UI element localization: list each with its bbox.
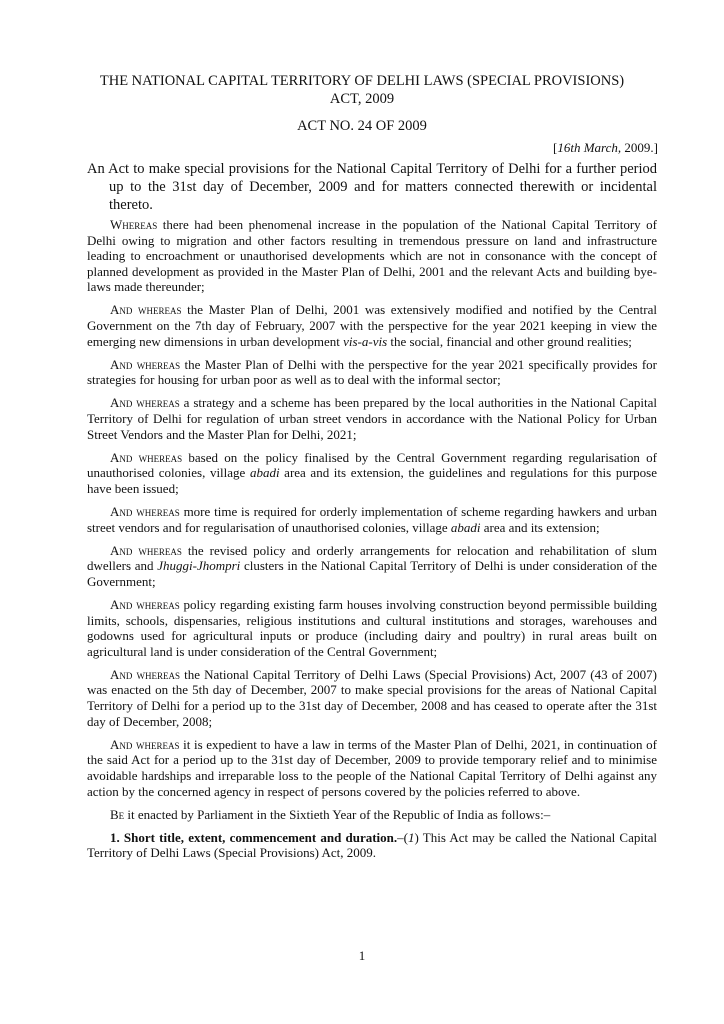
preamble-paragraph: And whereas the revised policy and orderly arrangements for relocation and rehabilitation of slum dwellers and Jhuggi-Jhompri clusters in the National Capital Territory of Delhi is under consideration of the Government; xyxy=(87,542,657,589)
section-1: 1. Short title, extent, commencement and duration.–(1) This Act may be called the National Capital Territory of Delhi Laws (Special Provisions) Act, 2009. xyxy=(87,829,657,861)
enactment-date-day: 16th March, xyxy=(557,140,622,155)
preamble-paragraph: And whereas the Master Plan of Delhi, 2001 was extensively modified and notified by the Central Government on the 7th day of February, 2007 with the perspective for the year 2021 keeping in view the emerging new dimensions in urban development vis-a-vis the social, financial and other ground realities; xyxy=(87,302,657,349)
preamble-paragraph: And whereas the Master Plan of Delhi with the perspective for the year 2021 specifically provides for strategies for housing for urban poor as well as to deal with the informal sector; xyxy=(87,356,658,388)
preamble-paragraph: And whereas it is expedient to have a law in terms of the Master Plan of Delhi, 2021, in continuation of the said Act for a period up to the 31st day of December, 2009 to provide temporary relief and to minimise avoidable hardships and irreparable loss to the people of the National Capital Territory of Delhi against any action by the concerned agency in respect of persons covered by the policies referred to above. xyxy=(87,736,657,799)
preamble-paragraph: And whereas policy regarding existing farm houses involving construction beyond permissible building limits, schools, dispensaries, religious institutions and cultural institutions and storages, warehouses and godowns used for agricultural inputs or produce (including dairy and poultry) in rural areas built on agricultural land is under consideration of the Central Government; xyxy=(87,596,657,659)
act-title-line2: ACT, 2009 xyxy=(329,91,395,107)
page-number: 1 xyxy=(358,948,366,963)
enactment-date: [16th March, 2009.] xyxy=(553,140,658,155)
preamble xyxy=(87,217,657,868)
act-title xyxy=(60,72,664,108)
enacting-clause: Be it enacted by Parliament in the Sixtieth Year of the Republic of India as follows:– xyxy=(110,806,551,822)
preamble-paragraph: And whereas a strategy and a scheme has been prepared by the local authorities in the National Capital Territory of Delhi for regulation of urban street vendors in accordance with the National Policy for Urban Street Vendors and the Master Plan for Delhi, 2021; xyxy=(87,395,658,442)
preamble-paragraph: And whereas more time is required for orderly implementation of scheme regarding hawkers and urban street vendors and for regularisation of unauthorised colonies, village abadi area and its extension; xyxy=(87,504,657,535)
preamble-paragraph: And whereas based on the policy finalised by the Central Government regarding regularisation of unauthorised colonies, village abadi area and its extension, the guidelines and regulations for this purpose have been issued; xyxy=(87,449,657,496)
section-1-heading: 1. Short title, extent, commencement and duration. xyxy=(110,829,398,845)
act-number: ACT NO. 24 OF 2009 xyxy=(297,118,427,134)
act-title-line1: THE NATIONAL CAPITAL TERRITORY OF DELHI LAWS (SPECIAL PROVISIONS) xyxy=(99,73,625,89)
preamble-paragraph: Whereas there had been phenomenal increase in the population of the National Capital Territory of Delhi owing to migration and other factors resulting in tremendous pressure on land and infrastructure leading to encroachment or unauthorised developments which are not in consonance with the concept of planned development as provided in the Master Plan of Delhi, 2001 and the relevant Acts and building bye-laws made thereunder; xyxy=(87,217,657,295)
long-title: An Act to make special provisions for the National Capital Territory of Delhi for a further period up to the 31st day of December, 2009 and for matters connected therewith or incidental thereto. xyxy=(87,161,657,213)
preamble-paragraph: And whereas the National Capital Territory of Delhi Laws (Special Provisions) Act, 2007 (43 of 2007) was enacted on the 5th day of December, 2007 to make special provisions for the areas of National Capital Territory of Delhi for a period up to the 31st day of December, 2008 and has ceased to operate after the 31st day of December, 2008; xyxy=(87,666,657,729)
